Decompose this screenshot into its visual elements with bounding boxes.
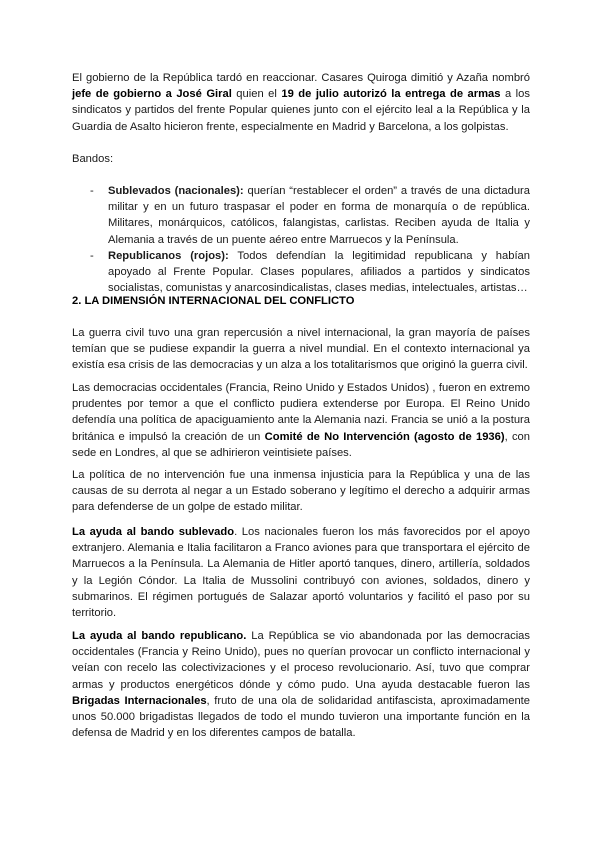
paragraph-democracias: Las democracias occidentales (Francia, Reino Unido y Estados Unidos) , fueron en extremo prudentes por temor a que el conflicto pudiera extenderse por Europa. El Reino Unido defendía una política de apaciguamiento ante la Alemania nazi. Francia se unió a la postura británica e impulsó la creación de un Comité de No Intervención (agosto de 1936), con sede en Londres, al que se adhirieron veintisiete países. — [72, 382, 530, 459]
bandos-label: Bandos: — [72, 153, 114, 165]
paragraph-ayuda-republicano: La ayuda al bando republicano. La República se vio abandonada por las democracias occidentales (Francia y Reino Unido), pues no querían provocar un conflicto internacional y veían con recelo las colectivizaciones y el proceso revolucionario. Así, tuvo que comprar armas y productos energéticos dónde y cómo pudo. Una ayuda destacable fueron las Brigadas Internacionales, fruto de una ola de solidaridad antifascista, aproximadamente unos 50.000 brigadistas llegados de todo el mundo tuvieron una importante función en la defensa de Madrid y en los diferentes campos de batalla. — [72, 630, 530, 740]
bandos-list — [72, 183, 530, 296]
paragraph-ayuda-sublevado: La ayuda al bando sublevado. Los nacionales fueron los más favorecidos por el apoyo extranjero. Alemania e Italia facilitaron a Franco aviones para que transportara el ejército de Marruecos a la Península. La Alemania de Hitler aportó tanques, dinero, artillería, soldados y la Legión Cóndor. La Italia de Mussolini contribuyó con aviones, soldados, dinero y submarinos. El régimen portugués de Salazar aportó voluntarios y facilitó el paso por su territorio. — [72, 526, 530, 620]
list-item-republicanos: - Republicanos (rojos): Todos defendían la legitimidad republicana y habían apoyado al Frente Popular. Clases populares, afiliados a partidos y sindicatos socialistas, comunistas y anarcosindicalistas, clases medias, intelectuales, artistas… — [90, 249, 530, 295]
section-heading: 2. LA DIMENSIÓN INTERNACIONAL DEL CONFLICTO — [72, 295, 355, 307]
intro-paragraph: El gobierno de la República tardó en reaccionar. Casares Quiroga dimitió y Azaña nombró jefe de gobierno a José Giral quien el 19 de julio autorizó la entrega de armas a los sindicatos y partidos del frente Popular quienes junto con el ejército leal a la República y la Guardia de Asalto hicieron frente, especialmente en Madrid y Barcelona, a los golpistas. — [72, 72, 530, 133]
paragraph-repercusion: La guerra civil tuvo una gran repercusión a nivel internacional, la gran mayoría de países temían que se pudiese expandir la guerra a nivel mundial. En el contexto internacional ya existía esa crisis de las democracias y un alza a los totalitarismos que originó la guerra civil. — [72, 327, 530, 372]
paragraph-no-intervencion: La política de no intervención fue una inmensa injusticia para la República y una de las causas de su derrota al negar a un Estado soberano y legítimo el derecho a adquirir armas para defenderse de un golpe de estado militar. — [72, 469, 530, 514]
list-item-sublevados: - Sublevados (nacionales): querían “restablecer el orden” a través de una dictadura militar y en un futuro traspasar el poder en forma de monarquía o de república. Militares, monárquicos, católicos, falangistas, carlistas. Reciben ayuda de Italia y Alemania a través de un puente aéreo entre Marruecos y la Península. — [90, 185, 531, 246]
